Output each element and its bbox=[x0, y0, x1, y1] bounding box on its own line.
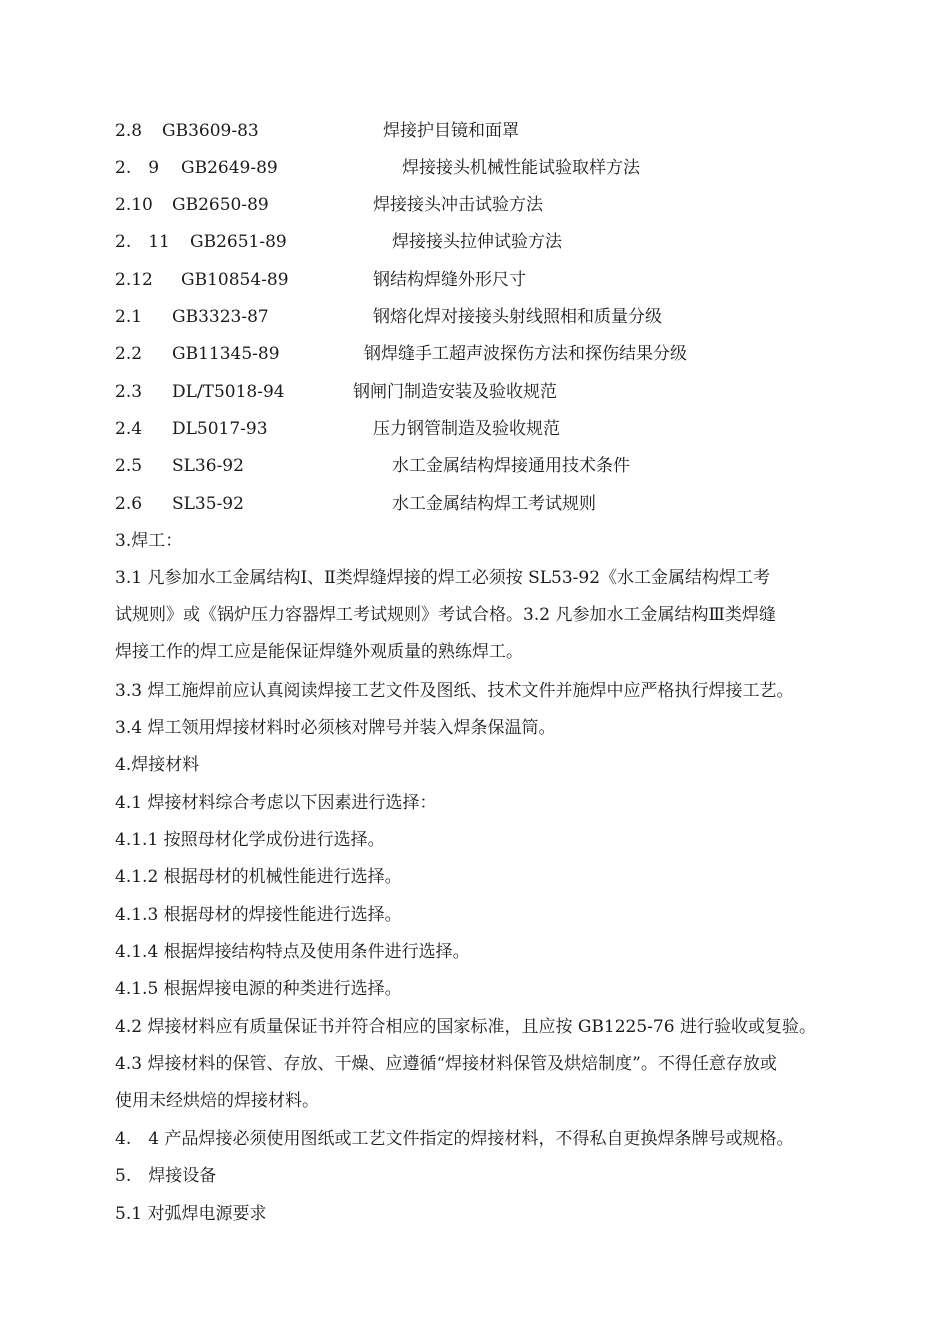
standard-title: 焊接护目镜和面罩 bbox=[383, 121, 519, 141]
standard-number: 2.6 bbox=[115, 494, 143, 514]
standard-number: 2.12 bbox=[115, 270, 153, 290]
standard-title: 钢熔化焊对接接头射线照相和质量分级 bbox=[373, 307, 662, 327]
paragraph-4-1-3: 4.1.3 根据母材的焊接性能进行选择。 bbox=[115, 905, 402, 925]
paragraph-line: 4.3 焊接材料的保管、存放、干燥、应遵循“焊接材料保管及烘焙制度”。不得任意存放或 bbox=[115, 1054, 777, 1074]
standard-code: GB11345-89 bbox=[172, 344, 280, 364]
standard-title: 钢闸门制造安装及验收规范 bbox=[353, 382, 557, 402]
standard-title: 焊接接头冲击试验方法 bbox=[373, 195, 543, 215]
standard-title: 钢结构焊缝外形尺寸 bbox=[373, 270, 526, 290]
standard-code: GB2651-89 bbox=[190, 232, 287, 252]
paragraph-4-2: 4.2 焊接材料应有质量保证书并符合相应的国家标准，且应按 GB1225-76 进行验收或复验。 bbox=[115, 1017, 816, 1037]
standard-number: 2. 11 bbox=[115, 232, 170, 252]
standard-title: 焊接接头拉伸试验方法 bbox=[392, 232, 562, 252]
standard-code: GB2649-89 bbox=[181, 158, 278, 178]
standard-title: 水工金属结构焊接通用技术条件 bbox=[392, 456, 630, 476]
standard-row bbox=[0, 489, 950, 519]
paragraph-line: 试规则》或《锅炉压力容器焊工考试规则》考试合格。3.2 凡参加水工金属结构Ⅲ类焊缝 bbox=[115, 605, 776, 625]
paragraph-4-4: 4. 4 产品焊接必须使用图纸或工艺文件指定的焊接材料，不得私自更换焊条牌号或规格。 bbox=[115, 1129, 794, 1149]
standard-title: 焊接接头机械性能试验取样方法 bbox=[402, 158, 640, 178]
standard-number: 2. 9 bbox=[115, 158, 160, 178]
standard-code: SL36-92 bbox=[172, 456, 244, 476]
standard-row bbox=[0, 153, 950, 183]
standard-code: GB10854-89 bbox=[181, 270, 289, 290]
standard-row bbox=[0, 377, 950, 407]
paragraph-3-3: 3.3 焊工施焊前应认真阅读焊接工艺文件及图纸、技术文件并施焊中应严格执行焊接工艺。 bbox=[115, 681, 794, 701]
standard-row bbox=[0, 451, 950, 481]
standard-number: 2.1 bbox=[115, 307, 143, 327]
standard-row bbox=[0, 116, 950, 146]
standard-code: DL5017-93 bbox=[172, 419, 268, 439]
paragraph-line: 使用未经烘焙的焊接材料。 bbox=[115, 1091, 319, 1111]
standard-row bbox=[0, 190, 950, 220]
paragraph-5-1: 5.1 对弧焊电源要求 bbox=[115, 1204, 267, 1224]
section-heading-welder: 3.焊工： bbox=[115, 531, 183, 551]
standard-title: 钢焊缝手工超声波探伤方法和探伤结果分级 bbox=[364, 344, 687, 364]
standard-row bbox=[0, 302, 950, 332]
standard-title: 压力钢管制造及验收规范 bbox=[373, 419, 560, 439]
standard-row bbox=[0, 339, 950, 369]
standard-row bbox=[0, 265, 950, 295]
standard-row bbox=[0, 227, 950, 257]
paragraph-4-3 bbox=[115, 1046, 875, 1120]
paragraph-line: 焊接工作的焊工应是能保证焊缝外观质量的熟练焊工。 bbox=[115, 642, 523, 662]
paragraph-3-4: 3.4 焊工领用焊接材料时必须核对牌号并装入焊条保温筒。 bbox=[115, 718, 556, 738]
standard-row bbox=[0, 414, 950, 444]
paragraph-4-1-2: 4.1.2 根据母材的机械性能进行选择。 bbox=[115, 867, 402, 887]
standard-number: 2.10 bbox=[115, 195, 153, 215]
paragraph-4-1-1: 4.1.1 按照母材化学成份进行选择。 bbox=[115, 830, 385, 850]
standard-code: GB3609-83 bbox=[162, 121, 259, 141]
standard-title: 水工金属结构焊工考试规则 bbox=[392, 494, 596, 514]
standard-code: GB2650-89 bbox=[172, 195, 269, 215]
section-heading-materials: 4.焊接材料 bbox=[115, 755, 200, 775]
paragraph-line: 3.1 凡参加水工金属结构Ⅰ、Ⅱ类焊缝焊接的焊工必须按 SL53-92《水工金属结构焊工考 bbox=[115, 568, 771, 588]
standard-code: DL/T5018-94 bbox=[172, 382, 285, 402]
paragraph-4-1: 4.1 焊接材料综合考虑以下因素进行选择： bbox=[115, 793, 437, 813]
standard-number: 2.2 bbox=[115, 344, 143, 364]
standard-number: 2.4 bbox=[115, 419, 143, 439]
section-heading-equipment: 5. 焊接设备 bbox=[115, 1166, 217, 1186]
standard-number: 2.8 bbox=[115, 121, 143, 141]
standard-code: SL35-92 bbox=[172, 494, 244, 514]
paragraph-4-1-4: 4.1.4 根据焊接结构特点及使用条件进行选择。 bbox=[115, 942, 470, 962]
paragraph-4-1-5: 4.1.5 根据焊接电源的种类进行选择。 bbox=[115, 979, 402, 999]
standard-number: 2.5 bbox=[115, 456, 143, 476]
standard-code: GB3323-87 bbox=[172, 307, 269, 327]
paragraph-welder-qualification bbox=[115, 560, 875, 671]
standard-number: 2.3 bbox=[115, 382, 143, 402]
